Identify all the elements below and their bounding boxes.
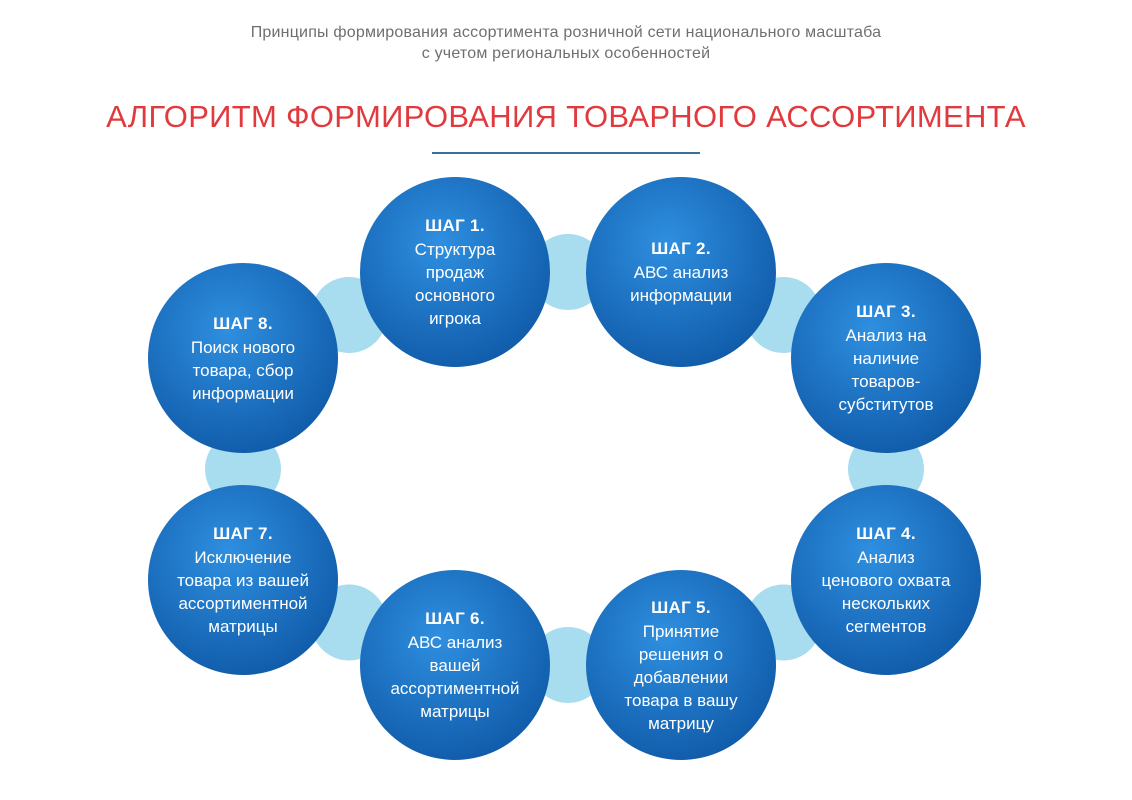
step-8 — [148, 263, 338, 453]
step-7-line-2: товара из вашей — [177, 571, 309, 590]
step-7 — [148, 485, 338, 675]
step-6-line-2: вашей — [429, 656, 481, 675]
step-1-line-1: Структура — [414, 240, 496, 259]
step-8-title: ШАГ 8. — [213, 313, 273, 333]
step-8-line-2: товара, сбор — [192, 360, 294, 380]
step-6-line-4: матрицы — [420, 702, 490, 721]
step-5-line-1: Принятие — [642, 621, 720, 641]
step-4-title: ШАГ 4. — [856, 524, 916, 543]
step-5-line-3: добавлении — [633, 667, 729, 687]
step-5-line-2: решения о — [638, 644, 724, 664]
step-6 — [360, 570, 550, 760]
step-1-line-2: продаж — [425, 263, 485, 282]
step-8-description — [191, 336, 295, 405]
step-3-description — [838, 324, 933, 416]
step-8-line-3: информации — [192, 383, 294, 403]
step-1 — [360, 177, 550, 367]
step-1-description — [415, 238, 496, 330]
step-7-line-3: ассортиментной — [178, 594, 308, 613]
step-4-line-3: нескольких — [841, 594, 931, 613]
step-2-title: ШАГ 2. — [651, 239, 711, 258]
step-5-line-5: матрицу — [648, 713, 714, 733]
step-4-line-1: Анализ — [857, 548, 915, 567]
step-6-description — [390, 631, 519, 723]
step-2-line-1: АВС анализ — [633, 263, 729, 282]
step-7-description — [177, 546, 309, 638]
step-3-line-3: товаров- — [851, 372, 921, 391]
step-7-line-1: Исключение — [194, 548, 292, 567]
step-2-description — [630, 261, 732, 307]
step-8-line-1: Поиск нового — [190, 337, 296, 357]
step-4-line-4: сегментов — [845, 617, 927, 636]
step-1-line-3: основного — [415, 286, 495, 305]
subtitle-line-2: с учетом региональных особенностей — [421, 45, 711, 62]
page-title: АЛГОРИТМ ФОРМИРОВАНИЯ ТОВАРНОГО АССОРТИМЕНТА — [106, 99, 1026, 134]
step-3 — [791, 263, 981, 453]
step-7-line-4: матрицы — [208, 617, 278, 636]
step-4 — [791, 485, 981, 675]
step-6-line-1: АВС анализ — [407, 633, 503, 652]
step-7-title: ШАГ 7. — [213, 524, 273, 543]
step-4-line-2: ценового охвата — [821, 571, 951, 590]
step-6-title: ШАГ 6. — [425, 609, 485, 628]
step-3-line-2: наличие — [852, 349, 920, 368]
step-2 — [586, 177, 776, 367]
step-3-title: ШАГ 3. — [856, 302, 916, 321]
step-1-line-4: игрока — [429, 309, 481, 328]
step-5 — [586, 570, 776, 760]
step-1-title: ШАГ 1. — [425, 216, 485, 235]
step-5-line-4: товара в вашу — [624, 690, 738, 710]
step-5-title: ШАГ 5. — [651, 597, 711, 617]
step-6-line-3: ассортиментной — [390, 679, 520, 698]
step-5-description — [624, 620, 737, 735]
subtitle-line-1: Принципы формирования ассортимента розничной сети национального масштаба — [250, 24, 882, 41]
step-3-line-1: Анализ на — [845, 326, 927, 345]
step-4-description — [822, 546, 951, 638]
step-3-line-4: субститутов — [838, 395, 934, 414]
step-2-line-2: информации — [630, 286, 732, 305]
